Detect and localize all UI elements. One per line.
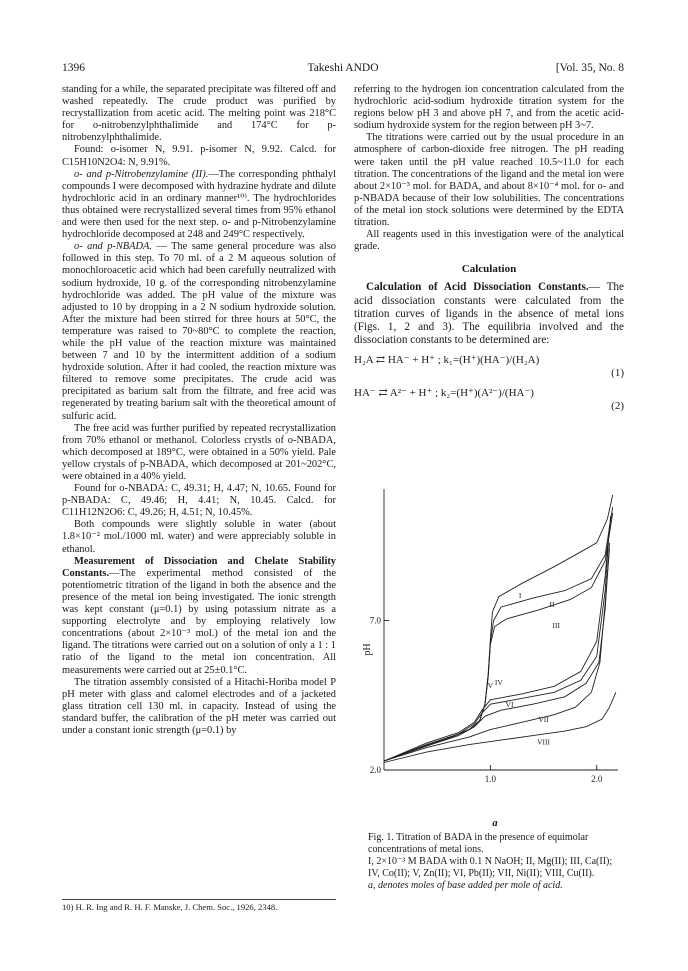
series-label: VIII bbox=[537, 737, 551, 747]
equation-2-number: (2) bbox=[611, 400, 624, 413]
series-label: III bbox=[552, 621, 561, 631]
series-label: I bbox=[518, 591, 522, 601]
paragraph bbox=[62, 241, 336, 422]
paragraph-body: — The acid dissociation constants were calculated from the titration curves of ligands in the absence of metal ions (Figs. 1, 2 and 3). The equilibria involved and the dissociation constants to be determined are: bbox=[354, 281, 624, 347]
series-line bbox=[384, 516, 611, 761]
series-label: II bbox=[549, 600, 555, 610]
equation-1-number: (1) bbox=[611, 367, 624, 380]
paragraph: standing for a while, the separated precipitate was filtered off and washed repeatedly. The crude product was purified by recrystallization from acetic acid. The melting point was 218°C for o-nitrobenzylphthalimide and 174°C for p-nitrobenzylphthalimide. bbox=[62, 84, 336, 144]
series-label: V bbox=[487, 680, 494, 690]
y-axis-label: pH bbox=[362, 643, 373, 656]
figure-caption bbox=[368, 818, 622, 892]
caption-line: I, 2×10⁻³ M BADA with 0.1 N NaOH; II, Mg(II); III, Ca(II); IV, Co(II); V, Zn(II); VI, Pb(II); VII, Ni(II); VIII, Cu(II). bbox=[368, 856, 613, 879]
paragraph: The free acid was further purified by repeated recrystallization from 70% ethanol or methanol. Colorless crystls of o-NBADA, which decomposed at 189°C, were obtained in a 50% yield. Pale yellow crystals of p-NBADA, which decomposed at 201~202°C, were obtained in a 40% yield. bbox=[62, 422, 336, 482]
caption-line: a, denotes moles of base added per mole of acid. bbox=[368, 880, 563, 891]
paragraph: Found for o-NBADA: C, 49.31; H, 4.47; N, 10.65. Found for p-NBADA: C, 49.46; H, 4.41; N, 10.45. Calcd. for C11H12N2O6: C, 49.26; H, 4.51; N, 10.45%. bbox=[62, 483, 336, 519]
x-tick-label: 2.0 bbox=[591, 774, 603, 784]
series-line bbox=[384, 513, 613, 761]
paragraph: The titration assembly consisted of a Hitachi-Horiba model P pH meter with glass and calomel electrodes and of a jacketed glass titration cell 130 ml. in capacity. Instead of using the standard buffer, the calibration of the pH meter was carried out under a constant ionic strength (μ=0.1) by bbox=[62, 676, 336, 736]
figure-x-axis-label: a bbox=[492, 818, 498, 829]
paragraph: Found: o-isomer N, 9.91. p-isomer N, 9.92. Calcd. for C15H10N2O4: N, 9.91%. bbox=[62, 144, 336, 168]
y-tick-label: 7.0 bbox=[369, 615, 381, 626]
right-column bbox=[354, 84, 624, 413]
running-author: Takeshi ANDO bbox=[307, 62, 379, 74]
paragraph-body: — The same general procedure was also followed in this step. To 70 ml. of a 2 M aqueous solution of monochloroacetic acid which had been carefully neutralized with sodium hydroxide, 10 g. of the corresponding nitrobenzylamine hydrochloride was added. The pH value of the mixture was adjusted to 10 by dropping in a 2 N sodium hydroxide solution. After the mixture had been stirred for three hours at 50°C, the temperature was raised to 70~80°C to complete the reaction, while the pH value of the reaction mixture was maintained between 7 and 10 by the intermittent addition of a sodium hydroxide solution. After it had cooled, the reaction mixture was filtered to remove some precipitates. The crude acid was precipitated as barium salt from the filtrate, and free acid was regenerated by treating barium salt with the theoretical amount of sulfuric acid. bbox=[62, 241, 336, 422]
footnote: 10) H. R. Ing and R. H. F. Manske, J. Chem. Soc., 1926, 2348. bbox=[62, 899, 336, 912]
series-label: IV bbox=[494, 677, 503, 687]
paragraph-heading: o- and p-Nitrobenzylamine (II). bbox=[74, 168, 209, 180]
equation-2: HA⁻ ⇄ A²⁻ + H⁺ ; k₂=(H⁺)(A²⁻)/(HA⁻) bbox=[354, 387, 534, 400]
series-line bbox=[384, 507, 613, 761]
series-label: VI bbox=[505, 700, 514, 710]
paragraph-body: —The experimental method consisted of the potentiometric titration of the ligand in both the absence and the presence of the metal ion being investigated. The ionic strength was kept constant (μ=0.1) by using potassium nitrate as a supporting electrolyte and by employing relatively low concentrations (about 2×10⁻³ mol.) of the metal ion and the ligand. The titrations were carried out on a solution of only a 1 : 1 ratio of the ligand to the metal ion concentration. All measurements were carried out at 25±0.1°C. bbox=[62, 567, 336, 676]
paragraph-heading: Calculation of Acid Dissociation Constants. bbox=[366, 281, 589, 294]
paragraph bbox=[62, 169, 336, 242]
series-label: VII bbox=[538, 715, 549, 725]
paragraph: Both compounds were slightly soluble in water (about 1.8×10⁻² mol./1000 ml. water) and were appreciably soluble in ethanol. bbox=[62, 519, 336, 555]
paragraph-heading: o- and p-NBADA. bbox=[74, 241, 152, 253]
page-number: 1396 bbox=[62, 62, 85, 74]
titration-chart bbox=[360, 483, 626, 801]
paragraph-heading: Measurement of Dissociation and Chelate Stability Constants. bbox=[62, 555, 336, 579]
left-column bbox=[62, 84, 336, 737]
volume-info: [Vol. 35, No. 8 bbox=[555, 62, 624, 74]
calculation-block bbox=[354, 281, 624, 347]
paragraph: referring to the hydrogen ion concentration calculated from the hydrochloric acid-sodium hydroxide titration system for the regions below pH 3 and above pH 7, and from the acetic acid-sodium hydroxide system for the region between pH 3~7. bbox=[354, 84, 624, 132]
paragraph: The titrations were carried out by the usual procedure in an atmosphere of carbon-dioxide free nitrogen. The pH reading were taken until the pH value reached 10.5~11.0 for each titration. The concentrations of the ligand and the metal ion were about 2×10⁻³ mol. for BADA, and about 8×10⁻⁴ mol. for o- and p-NBADA because of their low solubilities. The concentrations of the metal ion stock solutions were determined by the EDTA titration. bbox=[354, 132, 624, 229]
equation-1: H₂A ⇄ HA⁻ + H⁺ ; k₁=(H⁺)(HA⁻)/(H₂A) bbox=[354, 354, 540, 367]
paragraph-body: —The corresponding phthalyl compounds I were decomposed with hydrazine hydrate and dilute hydrochloric acid in an ordinary manner¹⁰⁾. The hydrochlorides thus obtained were recrystallized several times from 95% ethanol and were then used for the next step. o- and p-Nitrobenzylamine hydrochloride decomposed at 248 and 249°C respectively. bbox=[62, 168, 336, 241]
series-line bbox=[384, 525, 610, 761]
x-tick-label: 1.0 bbox=[484, 774, 496, 784]
caption-line: Fig. 1. Titration of BADA in the presence of equimolar concentrations of metal ions. bbox=[368, 832, 589, 855]
paragraph: All reagents used in this investigation were of the analytical grade. bbox=[354, 229, 624, 253]
paragraph bbox=[354, 281, 624, 347]
running-header bbox=[62, 62, 624, 78]
y-tick-label: 2.0 bbox=[369, 765, 381, 775]
section-heading: Calculation bbox=[461, 263, 517, 276]
series-line bbox=[384, 495, 613, 761]
paragraph bbox=[62, 556, 336, 677]
